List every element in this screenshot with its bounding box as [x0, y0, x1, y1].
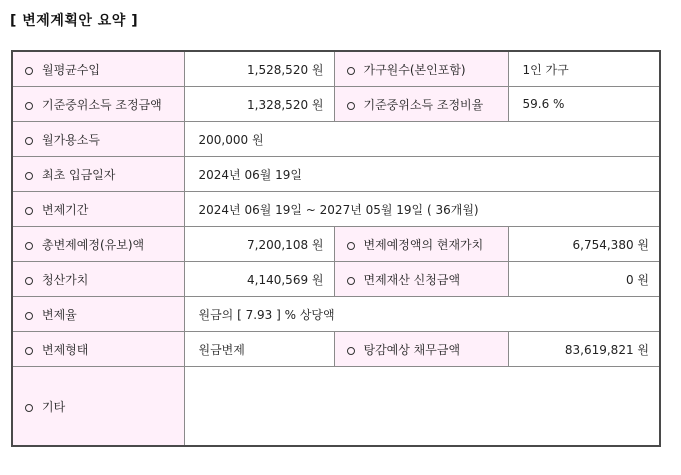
other-label: 기타 [12, 367, 184, 447]
present-value-label: 변제예정액의 현재가치 [334, 227, 508, 262]
circle-bullet-icon [25, 207, 33, 215]
circle-bullet-icon [25, 277, 33, 285]
debt-total-value: 83,619,821 원 [508, 332, 660, 367]
circle-bullet-icon [347, 67, 355, 75]
table-row [12, 157, 660, 192]
monthly-available-value: 200,000 원 [184, 122, 660, 157]
exempt-property-label: 면제재산 신청금액 [334, 262, 508, 297]
repayment-rate-value: 원금의 [ 7.93 ] % 상당액 [184, 297, 660, 332]
circle-bullet-icon [25, 67, 33, 75]
median-income-ratio-value: 59.6 % [508, 87, 660, 122]
debt-total-label: 탕감예상 채무금액 [334, 332, 508, 367]
table-row [12, 367, 660, 447]
circle-bullet-icon [25, 347, 33, 355]
first-payment-date-label: 최초 입금일자 [12, 157, 184, 192]
table-row [12, 87, 660, 122]
table-row [12, 227, 660, 262]
circle-bullet-icon [347, 347, 355, 355]
circle-bullet-icon [347, 242, 355, 250]
circle-bullet-icon [25, 172, 33, 180]
exempt-property-value: 0 원 [508, 262, 660, 297]
monthly-income-value: 1,528,520 원 [184, 51, 334, 87]
median-income-adj-label: 기준중위소득 조정금액 [12, 87, 184, 122]
repayment-period-label: 변제기간 [12, 192, 184, 227]
table-row [12, 122, 660, 157]
median-income-ratio-label: 기준중위소득 조정비율 [334, 87, 508, 122]
circle-bullet-icon [347, 277, 355, 285]
repayment-type-label: 변제형태 [12, 332, 184, 367]
first-payment-date-value: 2024년 06월 19일 [184, 157, 660, 192]
monthly-income-label: 월평균수입 [12, 51, 184, 87]
repayment-type-value: 원금변제 [184, 332, 334, 367]
repayment-period-value: 2024년 06월 19일 ~ 2027년 05월 19일 ( 36개월) [184, 192, 660, 227]
table-row [12, 297, 660, 332]
circle-bullet-icon [25, 242, 33, 250]
table-row [12, 332, 660, 367]
repayment-rate-label: 변제율 [12, 297, 184, 332]
total-repayment-value: 7,200,108 원 [184, 227, 334, 262]
liquidation-value-value: 4,140,569 원 [184, 262, 334, 297]
circle-bullet-icon [347, 102, 355, 110]
total-repayment-label: 총변제예정(유보)액 [12, 227, 184, 262]
table-row [12, 51, 660, 87]
circle-bullet-icon [25, 312, 33, 320]
liquidation-value-label: 청산가치 [12, 262, 184, 297]
circle-bullet-icon [25, 102, 33, 110]
circle-bullet-icon [25, 137, 33, 145]
table-row [12, 262, 660, 297]
household-label: 가구원수(본인포함) [334, 51, 508, 87]
page-title: [ 변제계획안 요약 ] [10, 13, 139, 29]
monthly-available-label: 월가용소득 [12, 122, 184, 157]
summary-table [11, 50, 661, 447]
household-value: 1인 가구 [508, 51, 660, 87]
median-income-adj-value: 1,328,520 원 [184, 87, 334, 122]
present-value-value: 6,754,380 원 [508, 227, 660, 262]
table-row [12, 192, 660, 227]
other-value [184, 367, 660, 447]
circle-bullet-icon [25, 404, 33, 412]
